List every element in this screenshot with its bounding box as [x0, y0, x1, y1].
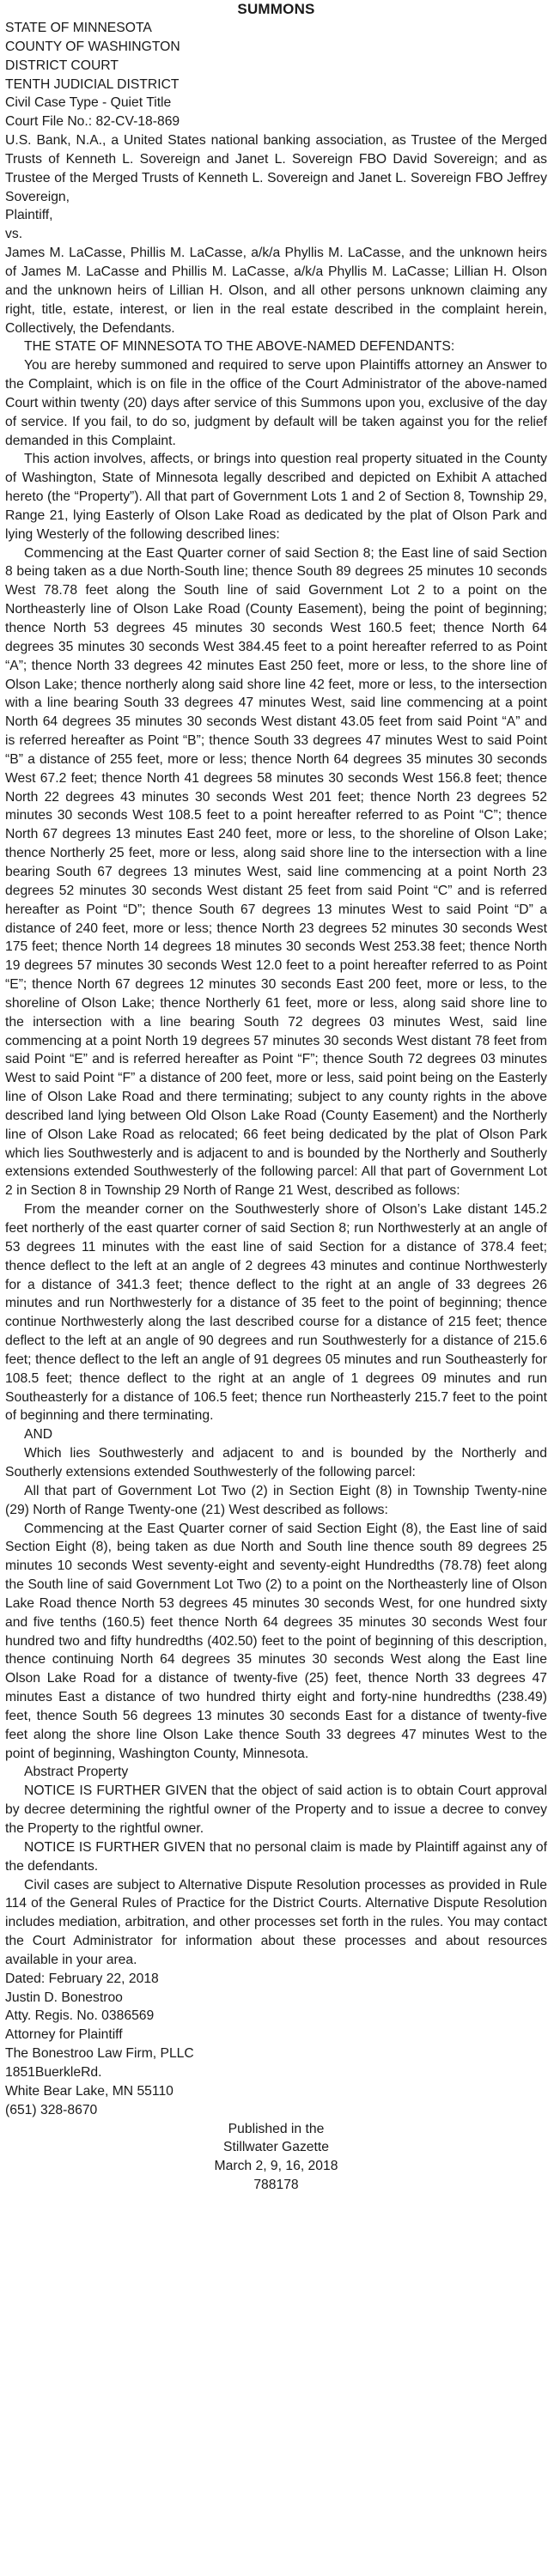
action-paragraph: This action involves, affects, or brings into question real property situated in the County of Washington, State of Minnesota legally described and depicted on Exhibit A attached hereto (the “Property”). All that part of Government Lots 1 and 2 of Section 8, Township 29, Range 21, lying Easterly of Olson Lake Road as dedicated by the plat of Olson Park and lying Westerly of the following described lines: — [5, 452, 547, 542]
caption-state: STATE OF MINNESOTA — [5, 21, 152, 35]
legal-description-paragraph: Commencing at the East Quarter corner of said Section 8; the East line of said Section 8 being taken as a due North-South line; thence South 89 degrees 25 minutes 10 seconds West 78.78 feet along the South line of said Government Lot 2 to a point on the Northeasterly line of Olson Lake Road (County Easement), being the point of beginning; thence North 53 degrees 45 minutes 30 seconds West 160.5 feet; thence North 64 degrees 35 minutes 30 seconds West 384.45 feet to a point hereafter referred to as Point “A”; thence North 33 degrees 42 minutes East 250 feet, more or less, to the shore line of Olson Lake; thence northerly along said shore line 42 feet, more or less, to the intersection with a line bearing South 33 degrees 47 minutes West, said line commencing at a point North 64 degrees 35 minutes 30 seconds West distant 43.05 feet from said Point “A” and is referred hereafter as Point “B”; thence South 33 degrees 47 minutes West to said Point “B” a distance of 255 feet, more or less; thence North 64 degrees 35 minutes 30 seconds West 67.2 feet; thence North 41 degrees 58 minutes 30 seconds West 156.8 feet; thence North 22 degrees 43 minutes 30 seconds West 201 feet; thence North 23 degrees 52 minutes 30 seconds West 108.5 feet to a point hereafter referred to as Point “C”; thence North 67 degrees 13 minutes East 240 feet, more or less, to the shoreline of Olson Lake; thence Northerly 25 feet, more or less, along said shore line to the intersection with a line bearing South 67 degrees 13 minutes West, said line commencing at a point North 23 degrees 52 minutes 30 seconds West distant 25 feet from said Point “C” and is referred hereafter as Point “D”; thence South 67 degrees 13 minutes West to said Point “D” a distance of 240 feet, more or less; thence North 23 degrees 52 minutes 30 seconds West 175 feet; thence North 14 degrees 18 minutes 30 seconds West 253.38 feet; thence North 19 degrees 57 minutes 30 seconds West 12.0 feet to a point hereafter referred to as Point “E”; thence North 67 degrees 12 minutes 30 seconds East 200 feet, more or less, to the shoreline of Olson Lake; thence Northerly 61 feet, more or less, along said shore line to the intersection with a line bearing South 72 degrees 03 minutes West, said line commencing at a point North 19 degrees 57 minutes 30 seconds West distant 78 feet from said Point “E” and is referred hereafter as Point “F”; thence South 72 degrees 03 minutes West to said Point “F” a distance of 200 feet, more or less, said point being on the Easterly line of Olson Lake Road and there terminating; subject to any county rights in the above described land lying between Old Olson Lake Road (County Easement) and the Northerly line of Olson Lake Road as relocated; 66 feet being dedicated by the plat of Olson Park which lies Southwesterly and is adjacent to and is bounded by the Northerly and Southerly extensions extended Southwesterly of the following parcel: All that part of Government Lot 2 in Section 8 in Township 29 North of Range 21 West, described as follows: — [5, 545, 547, 1199]
notice-title: SUMMONS — [237, 1, 315, 17]
plaintiff-label: Plaintiff, — [5, 208, 53, 223]
and-separator: AND — [24, 1427, 53, 1443]
versus-label: vs. — [5, 227, 23, 242]
caption-county: COUNTY OF WASHINGTON — [5, 39, 180, 54]
caption-file-number: Court File No.: 82-CV-18-869 — [5, 114, 180, 130]
caption-district: TENTH JUDICIAL DISTRICT — [5, 76, 180, 92]
notice-no-claim-paragraph: NOTICE IS FURTHER GIVEN that no personal claim is made by Plaintiff against any of the defendants. — [5, 1839, 547, 1874]
notice-object-paragraph: NOTICE IS FURTHER GIVEN that the object of said action is to obtain Court approval by decree determining the rightful owner of the Property and to issue a decree to convey the Property to the rightful owner. — [5, 1783, 547, 1836]
publication-dates: March 2, 9, 16, 2018 — [214, 2159, 338, 2174]
firm-street-address: 1851BuerkleRd. — [5, 2064, 102, 2080]
attorney-registration: Atty. Regis. No. 0386569 — [5, 2008, 155, 2024]
summoned-paragraph: You are hereby summoned and required to serve upon Plaintiffs attorney an Answer to the Complaint, which is on file in the office of the Court Administrator of the above-named Court within twenty (20) days after service of this Summons upon you, exclusive of the day of service. If you fail, to do so, judgment by default will be taken against you for the relief demanded in this Complaint. — [5, 358, 547, 448]
meander-paragraph: From the meander corner on the Southwesterly shore of Olson’s Lake distant 145.2 feet northerly of the east quarter corner of said Section 8; run Northwesterly at an angle of 53 degrees 11 minutes with the east line of said Section for a distance of 378.4 feet; thence deflect to the left at an angle of 2 degrees 43 minutes and continue Northwesterly for a distance of 341.3 feet; thence deflect to the right at an angle of 33 degrees 26 minutes and run Northwesterly for a distance of 35 feet to the point of beginning; thence continue Northwesterly along the last described course for a distance of 215 feet; thence deflect to the left at an angle of 90 degrees and run Southwesterly for a distance of 215.6 feet; thence deflect to the left an angle of 91 degrees 05 minutes and run Southeasterly for 108.5 feet; thence deflect to the right at an angle of 1 degrees 09 minutes and run Southeasterly for a distance of 106.5 feet; thence run Northeasterly 215.7 feet to the point of beginning and there terminating. — [5, 1202, 547, 1424]
firm-city-address: White Bear Lake, MN 55110 — [5, 2083, 174, 2099]
publication-intro: Published in the — [228, 2121, 325, 2136]
second-legal-description-paragraph: Commencing at the East Quarter corner of said Section Eight (8), the East line of said Section Eight (8), being taken as due North and South line thence south 89 degrees 25 minutes 10 seconds West seventy-eight and seventy-eight Hundredths (78.78) feet along the South line of said Government Lot Two (2) to a point on the Northeasterly line of Olson Lake Road thence North 53 degrees 45 minutes 30 seconds West, for one hundred sixty and five tenths (160.5) feet thence North 64 degrees 35 minutes 30 seconds West four hundred two and fifty hundredths (402.50) feet to the point of beginning of this description, thence continuing North 64 degrees 35 minutes 30 seconds West along the East line Olson Lake Road for a distance of twenty-five (25) feet, thence North 33 degrees 47 minutes East a distance of two hundred thirty eight and forty-nine hundredths (238.49) feet, thence South 56 degrees 13 minutes 30 seconds East for a distance of twenty-five feet along the shore line Olson Lake thence South 33 degrees 47 minutes West to the point of beginning, Washington County, Minnesota. — [5, 1521, 547, 1761]
plaintiff-block: U.S. Bank, N.A., a United States national banking association, as Trustee of the Merged Trusts of Kenneth L. Sovereign and Janet L. Sovereign FBO David Sovereign; and as Trustee of the Merged Trusts of Kenneth L. Sovereign and Janet L. Sovereign FBO Jeffrey Sovereign, — [5, 133, 547, 204]
defendant-block: James M. LaCasse, Phillis M. LaCasse, a/k/a Phyllis M. LaCasse, and the unknown heirs of James M. LaCasse and Phillis M. LaCasse, a/k/a Phyllis M. LaCasse; Lillian H. Olson and the unknown heirs of Lillian H. Olson, and all other persons unknown claiming any right, title, estate, interest, or lien in the real estate described in the complaint herein, Collectively, the Defendants. — [5, 246, 547, 336]
signature-date: Dated: February 22, 2018 — [5, 1971, 159, 1986]
attorney-role: Attorney for Plaintiff — [5, 2027, 123, 2043]
caption-case-type: Civil Case Type - Quiet Title — [5, 95, 172, 111]
publication-number: 788178 — [253, 2178, 299, 2193]
firm-phone: (651) 328-8670 — [5, 2102, 98, 2117]
publication-newspaper: Stillwater Gazette — [223, 2140, 329, 2155]
caption-court: DISTRICT COURT — [5, 58, 119, 73]
attorney-name: Justin D. Bonestroo — [5, 1990, 123, 2005]
all-that-part-paragraph: All that part of Government Lot Two (2) in Section Eight (8) in Township Twenty-nine (29) North of Range Twenty-one (21) West described as follows: — [5, 1483, 547, 1517]
abstract-property-label: Abstract Property — [24, 1765, 129, 1780]
adr-paragraph: Civil cases are subject to Alternative Dispute Resolution processes as provided in Rule 114 of the General Rules of Practice for the District Courts. Alternative Dispute Resolution includes mediation, arbitration, and other processes set forth in the rules. You may contact the Court Administrator for information about these processes and about resources available in your area. — [5, 1877, 547, 1967]
law-firm-name: The Bonestroo Law Firm, PLLC — [5, 2046, 194, 2062]
state-heading: THE STATE OF MINNESOTA TO THE ABOVE-NAMED DEFENDANTS: — [24, 339, 455, 355]
which-lies-paragraph: Which lies Southwesterly and adjacent to and is bounded by the Northerly and Southerly extensions extended Southwesterly of the following parcel: — [5, 1446, 547, 1479]
